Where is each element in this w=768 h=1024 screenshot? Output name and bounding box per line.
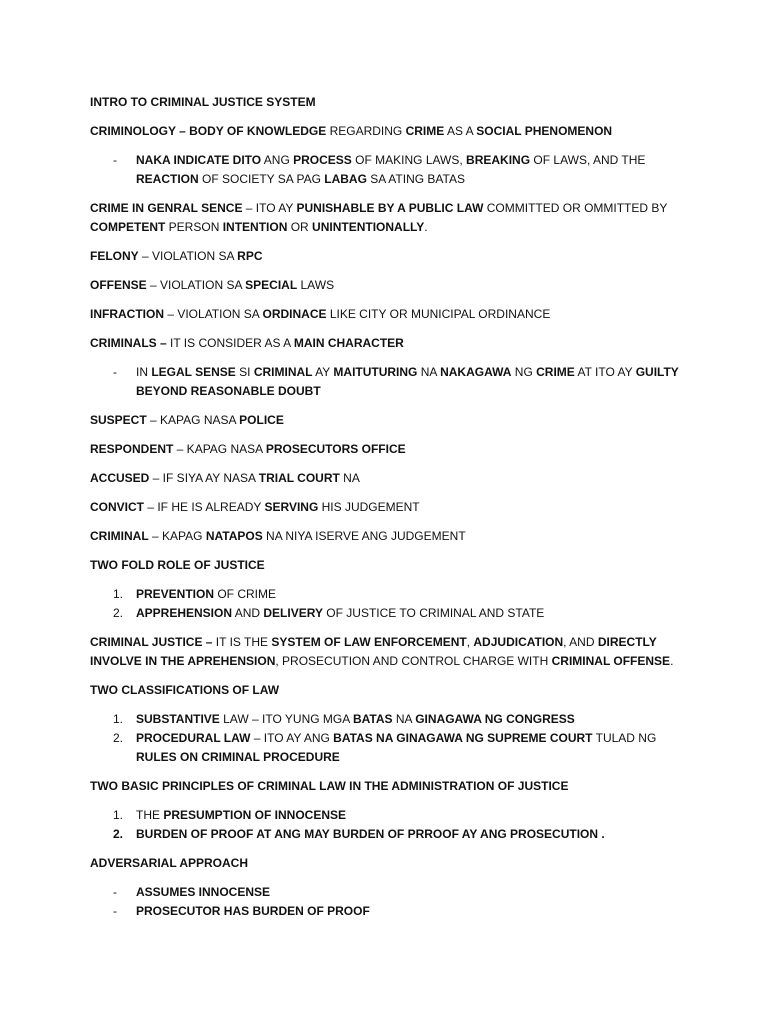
bold-text: GUILTY BEYOND REASONABLE DOUBT	[136, 365, 679, 398]
bold-text: APPREHENSION	[136, 606, 233, 620]
bold-text: CRIMINAL	[90, 529, 149, 543]
text-run: – KAPAG NASA	[173, 442, 266, 456]
bold-text: LABAG	[324, 172, 367, 186]
text-run: OF CRIME	[214, 587, 277, 601]
bold-text: TWO CLASSIFICATIONS OF LAW	[90, 683, 280, 697]
text-run: NA	[392, 712, 416, 726]
bold-text: SUSPECT	[90, 413, 147, 427]
text-run: LIKE CITY OR MUNICIPAL ORDINANCE	[326, 307, 551, 321]
text-run: SI	[235, 365, 254, 379]
bold-text: SERVING	[264, 500, 319, 514]
list-marker: -	[113, 153, 117, 167]
text-run: NG	[511, 365, 537, 379]
bold-text: CRIMINAL	[253, 365, 313, 379]
text-run: PERSON	[165, 220, 223, 234]
paragraph	[90, 469, 690, 488]
text-run: OF JUSTICE TO CRIMINAL AND STATE	[322, 606, 545, 620]
bold-text: NATAPOS	[205, 529, 263, 543]
text-run: – VIOLATION SA	[138, 249, 238, 263]
bold-text: INTENTION	[222, 220, 288, 234]
paragraph	[90, 93, 690, 112]
paragraph	[90, 854, 690, 873]
bold-text: CRIME	[536, 365, 575, 379]
bold-text: POLICE	[239, 413, 284, 427]
bold-text: RESPONDENT	[90, 442, 174, 456]
bold-text: NAKAGAWA	[440, 365, 512, 379]
paragraph	[90, 633, 690, 671]
list-marker: 2.	[113, 606, 124, 620]
bold-text: PROCESS	[293, 153, 352, 167]
list-marker: -	[113, 885, 117, 899]
bold-text: MAIN CHARACTER	[293, 336, 404, 350]
bold-text: ACCUSED	[90, 471, 150, 485]
text-run: OR	[287, 220, 313, 234]
paragraph	[90, 276, 690, 295]
bold-text: PUNISHABLE BY A PUBLIC LAW	[296, 201, 484, 215]
bold-text: CRIMINAL JUSTICE –	[90, 635, 213, 649]
bold-text: INFRACTION	[90, 307, 164, 321]
text-run: AY	[312, 365, 334, 379]
text-run: , PROSECUTION AND CONTROL CHARGE WITH	[275, 654, 552, 668]
text-run: NA	[339, 471, 360, 485]
bold-text: PRESUMPTION OF INNOCENSE	[163, 808, 347, 822]
paragraph	[90, 556, 690, 575]
list-item	[113, 806, 690, 825]
bold-text: GINAGAWA NG CONGRESS	[415, 712, 575, 726]
text-run: – IF SIYA AY NASA	[149, 471, 259, 485]
list-marker: 2.	[113, 731, 124, 745]
list-item	[113, 729, 690, 767]
bold-text: SUBSTANTIVE	[136, 712, 220, 726]
text-run: – IF HE IS ALREADY	[144, 500, 265, 514]
text-run: – KAPAG NASA	[146, 413, 240, 427]
bold-text: TWO FOLD ROLE OF JUSTICE	[90, 558, 265, 572]
text-run: – VIOLATION SA	[164, 307, 263, 321]
text-run: NA NIYA ISERVE ANG JUDGEMENT	[262, 529, 466, 543]
paragraph	[90, 247, 690, 266]
paragraph	[90, 527, 690, 546]
text-run: AND	[232, 606, 264, 620]
bold-text: MAITUTURING	[333, 365, 418, 379]
bold-text: PROCEDURAL LAW	[136, 731, 251, 745]
bold-text: CRIMINALS –	[90, 336, 167, 350]
bold-text: TRIAL COURT	[258, 471, 340, 485]
text-run: NA	[417, 365, 441, 379]
paragraph	[90, 199, 690, 237]
bold-text: TWO BASIC PRINCIPLES OF CRIMINAL LAW IN THE ADMINISTRATION OF JUSTICE	[90, 779, 569, 793]
bold-text: BURDEN OF PROOF AT ANG MAY BURDEN OF PRROOF AY ANG PROSECUTION .	[136, 827, 605, 841]
bold-text: BATAS NA GINAGAWA NG SUPREME COURT	[333, 731, 593, 745]
bold-text: OFFENSE	[90, 278, 147, 292]
text-run: IT IS THE	[212, 635, 272, 649]
bold-text: CRIMINAL OFFENSE	[551, 654, 671, 668]
text-run: IT IS CONSIDER AS A	[166, 336, 294, 350]
bold-text: DIRECTLY INVOLVE IN THE APREHENSION	[90, 635, 657, 668]
list-marker: 1.	[113, 587, 124, 601]
list-item	[113, 604, 690, 623]
bold-text: LEGAL SENSE	[151, 365, 236, 379]
bold-text: ADVERSARIAL APPROACH	[90, 856, 249, 870]
list-marker: 1.	[113, 808, 124, 822]
text-run: IN	[136, 365, 152, 379]
bold-text: CRIME IN GENRAL SENCE	[90, 201, 243, 215]
bold-text: SPECIAL	[245, 278, 298, 292]
list-marker: 1.	[113, 712, 124, 726]
bold-text: FELONY	[90, 249, 139, 263]
list-item	[113, 710, 690, 729]
text-run: OF SOCIETY SA PAG	[198, 172, 325, 186]
text-run: AT ITO AY	[574, 365, 636, 379]
bold-text: RPC	[237, 249, 263, 263]
bold-text: RULES ON CRIMINAL PROCEDURE	[136, 750, 340, 764]
text-run: COMMITTED OR OMMITTED BY	[483, 201, 668, 215]
bold-text: UNINTENTIONALLY	[312, 220, 425, 234]
paragraph	[90, 411, 690, 430]
bold-text: PROSECUTORS OFFICE	[265, 442, 406, 456]
text-run: SA ATING BATAS	[366, 172, 465, 186]
text-run: – KAPAG	[148, 529, 206, 543]
list-item	[113, 825, 690, 844]
bold-text: PREVENTION	[136, 587, 215, 601]
list-item	[113, 883, 690, 902]
text-run: ,	[466, 635, 474, 649]
bold-text: ORDINACE	[262, 307, 327, 321]
text-run: , AND	[563, 635, 598, 649]
bold-text: ADJUDICATION	[473, 635, 564, 649]
paragraph	[90, 681, 690, 700]
bold-text: NAKA INDICATE DITO	[136, 153, 262, 167]
list-marker: -	[113, 904, 117, 918]
text-run: THE	[136, 808, 164, 822]
text-run: – ITO AY	[242, 201, 297, 215]
paragraph	[90, 777, 690, 796]
text-run: HIS JUDGEMENT	[318, 500, 420, 514]
text-run: OF LAWS, AND THE	[530, 153, 646, 167]
paragraph	[90, 440, 690, 459]
list-item	[113, 363, 690, 401]
bold-text: INTRO TO CRIMINAL JUSTICE SYSTEM	[90, 95, 316, 109]
list-item	[113, 902, 690, 921]
bold-text: BREAKING	[466, 153, 531, 167]
paragraph	[90, 498, 690, 517]
bold-text: BATAS	[352, 712, 393, 726]
text-run: .	[424, 220, 428, 234]
text-run: AS A	[444, 124, 477, 138]
bold-text: CONVICT	[90, 500, 144, 514]
bold-text: PROSECUTOR HAS BURDEN OF PROOF	[136, 904, 370, 918]
list-marker: -	[113, 365, 117, 379]
list-item	[113, 151, 690, 189]
text-run: ANG	[261, 153, 294, 167]
text-run: TULAD NG	[592, 731, 657, 745]
bold-text: CRIMINOLOGY – BODY OF KNOWLEDGE	[90, 124, 327, 138]
list-item	[113, 585, 690, 604]
bold-text: SYSTEM OF LAW ENFORCEMENT	[271, 635, 467, 649]
bold-text: CRIME	[405, 124, 445, 138]
paragraph	[90, 305, 690, 324]
bold-text: SOCIAL PHENOMENON	[476, 124, 613, 138]
text-run: – ITO AY ANG	[250, 731, 334, 745]
paragraph	[90, 122, 690, 141]
paragraph	[90, 334, 690, 353]
bold-text: REACTION	[136, 172, 199, 186]
text-run: .	[670, 654, 674, 668]
bold-text: DELIVERY	[263, 606, 323, 620]
list-marker: 2.	[113, 827, 124, 841]
text-run: – VIOLATION SA	[146, 278, 246, 292]
text-run: OF MAKING LAWS,	[351, 153, 467, 167]
text-run: LAWS	[297, 278, 335, 292]
text-run: REGARDING	[326, 124, 406, 138]
text-run: LAW – ITO YUNG MGA	[219, 712, 353, 726]
bold-text: COMPETENT	[90, 220, 166, 234]
bold-text: ASSUMES INNOCENSE	[136, 885, 271, 899]
